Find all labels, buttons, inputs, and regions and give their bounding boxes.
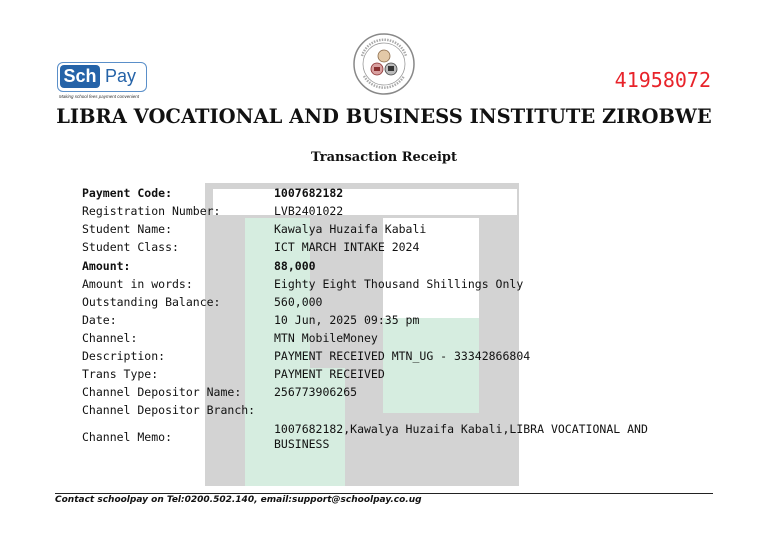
field-label: Channel Memo:	[82, 430, 173, 444]
field-value: PAYMENT RECEIVED	[274, 367, 385, 381]
field-label: Channel Depositor Branch:	[82, 403, 256, 417]
school-crest-icon	[352, 32, 416, 96]
field-value: Eighty Eight Thousand Shillings Only	[274, 277, 524, 291]
field-value: 1007682182,Kawalya Huzaifa Kabali,LIBRA VOCATIONAL AND BUSINESS	[274, 422, 648, 451]
schoolpay-logo	[57, 62, 149, 102]
field-value: PAYMENT RECEIVED MTN_UG - 33342866804	[274, 349, 531, 363]
field-label: Payment Code:	[82, 186, 173, 200]
field-label: Outstanding Balance:	[82, 295, 221, 309]
field-value: 256773906265	[274, 385, 358, 399]
receipt-number: 41958072	[614, 68, 711, 92]
logo-pay-text: Pay	[105, 66, 137, 86]
field-label: Amount in words:	[82, 277, 193, 291]
receipt-title: Transaction Receipt	[311, 150, 457, 165]
footer-divider	[55, 493, 713, 494]
field-label: Date:	[82, 313, 117, 327]
field-value: Kawalya Huzaifa Kabali	[274, 222, 427, 236]
field-label: Channel:	[82, 331, 138, 345]
school-name: LIBRA VOCATIONAL AND BUSINESS INSTITUTE ZIROBWE	[56, 105, 712, 128]
field-value: 88,000	[274, 259, 316, 273]
field-label: Student Class:	[82, 240, 179, 254]
field-value: 560,000	[274, 295, 323, 309]
field-label: Student Name:	[82, 222, 173, 236]
field-label: Amount:	[82, 259, 131, 273]
field-label: Channel Depositor Name:	[82, 385, 242, 399]
field-value: LVB2401022	[274, 204, 344, 218]
logo-sch-text: Sch	[60, 65, 100, 88]
field-value: 1007682182	[274, 186, 344, 200]
field-label: Registration Number:	[82, 204, 221, 218]
field-label: Trans Type:	[82, 367, 159, 381]
field-value: MTN MobileMoney	[274, 331, 378, 345]
field-value: ICT MARCH INTAKE 2024	[274, 240, 420, 254]
footer-contact: Contact schoolpay on Tel:0200.502.140, email:support@schoolpay.co.ug	[55, 495, 422, 505]
field-value: 10 Jun, 2025 09:35 pm	[274, 313, 420, 327]
field-label: Description:	[82, 349, 166, 363]
logo-tagline: Making school fees payment convenient	[59, 94, 140, 99]
